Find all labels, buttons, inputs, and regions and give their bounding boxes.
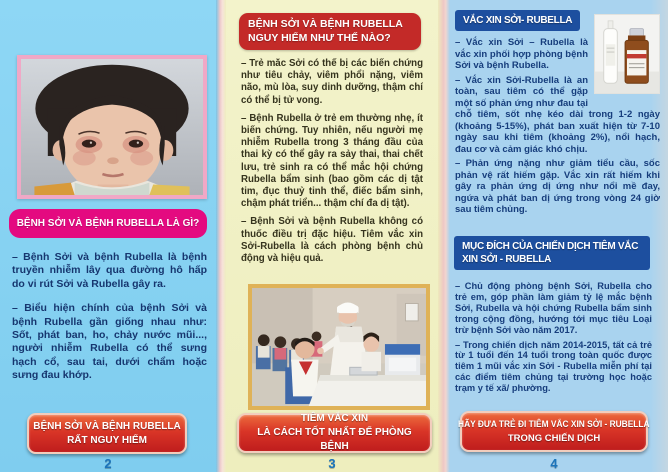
paragraph: – Trẻ mắc Sởi có thể bị các biến chứng như tiêu chảy, viêm phổi nặng, viêm não, mù lòa, suy dinh dưỡng, thậm chí có thể bị tử vong. xyxy=(241,58,423,106)
warning-badge-very-dangerous xyxy=(27,413,187,454)
paragraph: – Vắc xin Sởi-Rubella là an toàn, sau tiêm có thể gặp một số phản ứng như đau tại chỗ tiêm, sốt nhẹ kéo dài trong 1-2 ngày (khoảng 5-15%), phát ban xuất hiện từ 7-10 ngày sau khi tiêm (khoảng 2%), nổi hạch, đau cơ và cảm giác khó chịu. xyxy=(455,74,660,155)
badge-line: LÀ CÁCH TỐT NHẤT ĐỂ PHÒNG BỆNH xyxy=(257,427,412,452)
panel3-top-text xyxy=(455,10,660,238)
child-with-measles-photo xyxy=(17,55,207,199)
badge-line: TIÊM VẮC XIN xyxy=(300,413,369,424)
vaccine-vial-photo xyxy=(594,14,660,94)
paragraph: – Biểu hiện chính của bệnh Sởi và bệnh Rubella gần giống nhau như: Sốt, phát ban, ho, chảy nước mũi..., người nhiễm Rubella có thể sưng hạch cổ, sau tai, dưới chẩm hoặc sưng đau khớp. xyxy=(12,302,207,382)
section-header-campaign-purpose: MỤC ĐÍCH CỦA CHIẾN DỊCH TIÊM VẮC XIN SỞI - RUBELLA xyxy=(454,236,650,270)
page-number: 3 xyxy=(328,456,336,471)
vaccination-scene-photo xyxy=(248,284,430,410)
page-number: 4 xyxy=(550,456,558,471)
badge-line: TRONG CHIẾN DỊCH xyxy=(507,432,601,444)
badge-line: HÃY ĐƯA TRẺ ĐI TIÊM VẮC XIN SỞI - RUBELLA xyxy=(458,419,650,431)
paragraph: – Phản ứng nặng như giảm tiểu cầu, sốc phản vệ rất hiếm gặp. Vắc xin rất hiếm khi gây ra phản ứng dị ứng như nổi mề đay, ngứa và phát ban dị ứng trong vòng 24 giờ sau tiêm chủng. xyxy=(455,158,660,215)
fold-crease-left xyxy=(216,0,226,472)
panel-what-is-measles-rubella xyxy=(0,0,216,472)
fold-crease-right xyxy=(438,0,450,472)
badge-line: BỆNH SỞI VÀ BỆNH RUBELLA xyxy=(33,420,181,432)
paragraph: – Trong chiến dịch năm 2014-2015, tất cả trẻ từ 1 tuổi đến 14 tuổi trong toàn quốc được tiêm 1 mũi vắc xin Sởi - Rubella miễn phí tại các điểm tiêm chủng tại trường học hoặc trạm y tế xã/ phường. xyxy=(455,339,652,394)
section-header-what-is: BỆNH SỞI VÀ BỆNH RUBELLA LÀ GÌ? xyxy=(9,209,207,238)
vial-illustration xyxy=(595,15,659,93)
paragraph: – Bệnh Rubella ở trẻ em thường nhẹ, ít biến chứng. Tuy nhiên, nếu người mẹ nhiễm Rubella trong 3 tháng đầu của thai kỳ có thể gây ra sảy thai, thai chết lưu, trẻ sinh ra có thể mắc hội chứng Rubella bẩm sinh (bao gồm các dị tật tim, đục thuỷ tinh thể, điếc bẩm sinh, chậm phát triển... thậm chí đa dị tật). xyxy=(241,112,423,210)
paragraph: – Bệnh Sởi và bệnh Rubella không có thuốc điều trị đặc hiệu. Tiêm vắc xin Sởi-Rubella là cách phòng bệnh chủ động và hiệu quả. xyxy=(241,216,423,265)
panel1-body-text xyxy=(12,251,207,401)
vaccination-photo-illustration xyxy=(252,288,426,406)
panel-vaccine-info xyxy=(450,0,668,472)
section-header-how-dangerous: BỆNH SỞI VÀ BỆNH RUBELLA NGUY HIỂM NHƯ THẾ NÀO? xyxy=(239,13,421,50)
panel2-body-text xyxy=(241,58,423,284)
child-photo-illustration xyxy=(21,59,203,195)
badge-call-to-action xyxy=(460,411,648,452)
panel-how-dangerous xyxy=(226,0,438,472)
badge-line: RẤT NGUY HIỂM xyxy=(67,434,147,446)
paragraph: – Vắc xin Sởi – Rubella là vắc xin phối hợp phòng bệnh Sởi và bệnh Rubella. xyxy=(455,37,588,71)
paragraph: – Bệnh Sởi và bệnh Rubella là bệnh truyền nhiễm lây qua đường hô hấp do vi rút Sởi và Rubella gây ra. xyxy=(12,251,207,290)
panel3-bottom-text xyxy=(455,281,652,411)
badge-vaccination-best-prevention xyxy=(237,413,432,453)
page-number: 2 xyxy=(104,456,112,471)
section-header-vaccine: VẮC XIN SỞI- RUBELLA xyxy=(455,10,580,31)
paragraph: – Chủ động phòng bệnh Sởi, Rubella cho trẻ em, góp phần làm giảm tỷ lệ mắc bệnh Sởi, Rubella và hội chứng Rubella bẩm sinh trong cộng đồng, hướng tới mục tiêu Loại trừ bệnh Sởi vào năm 2017. xyxy=(455,281,652,335)
